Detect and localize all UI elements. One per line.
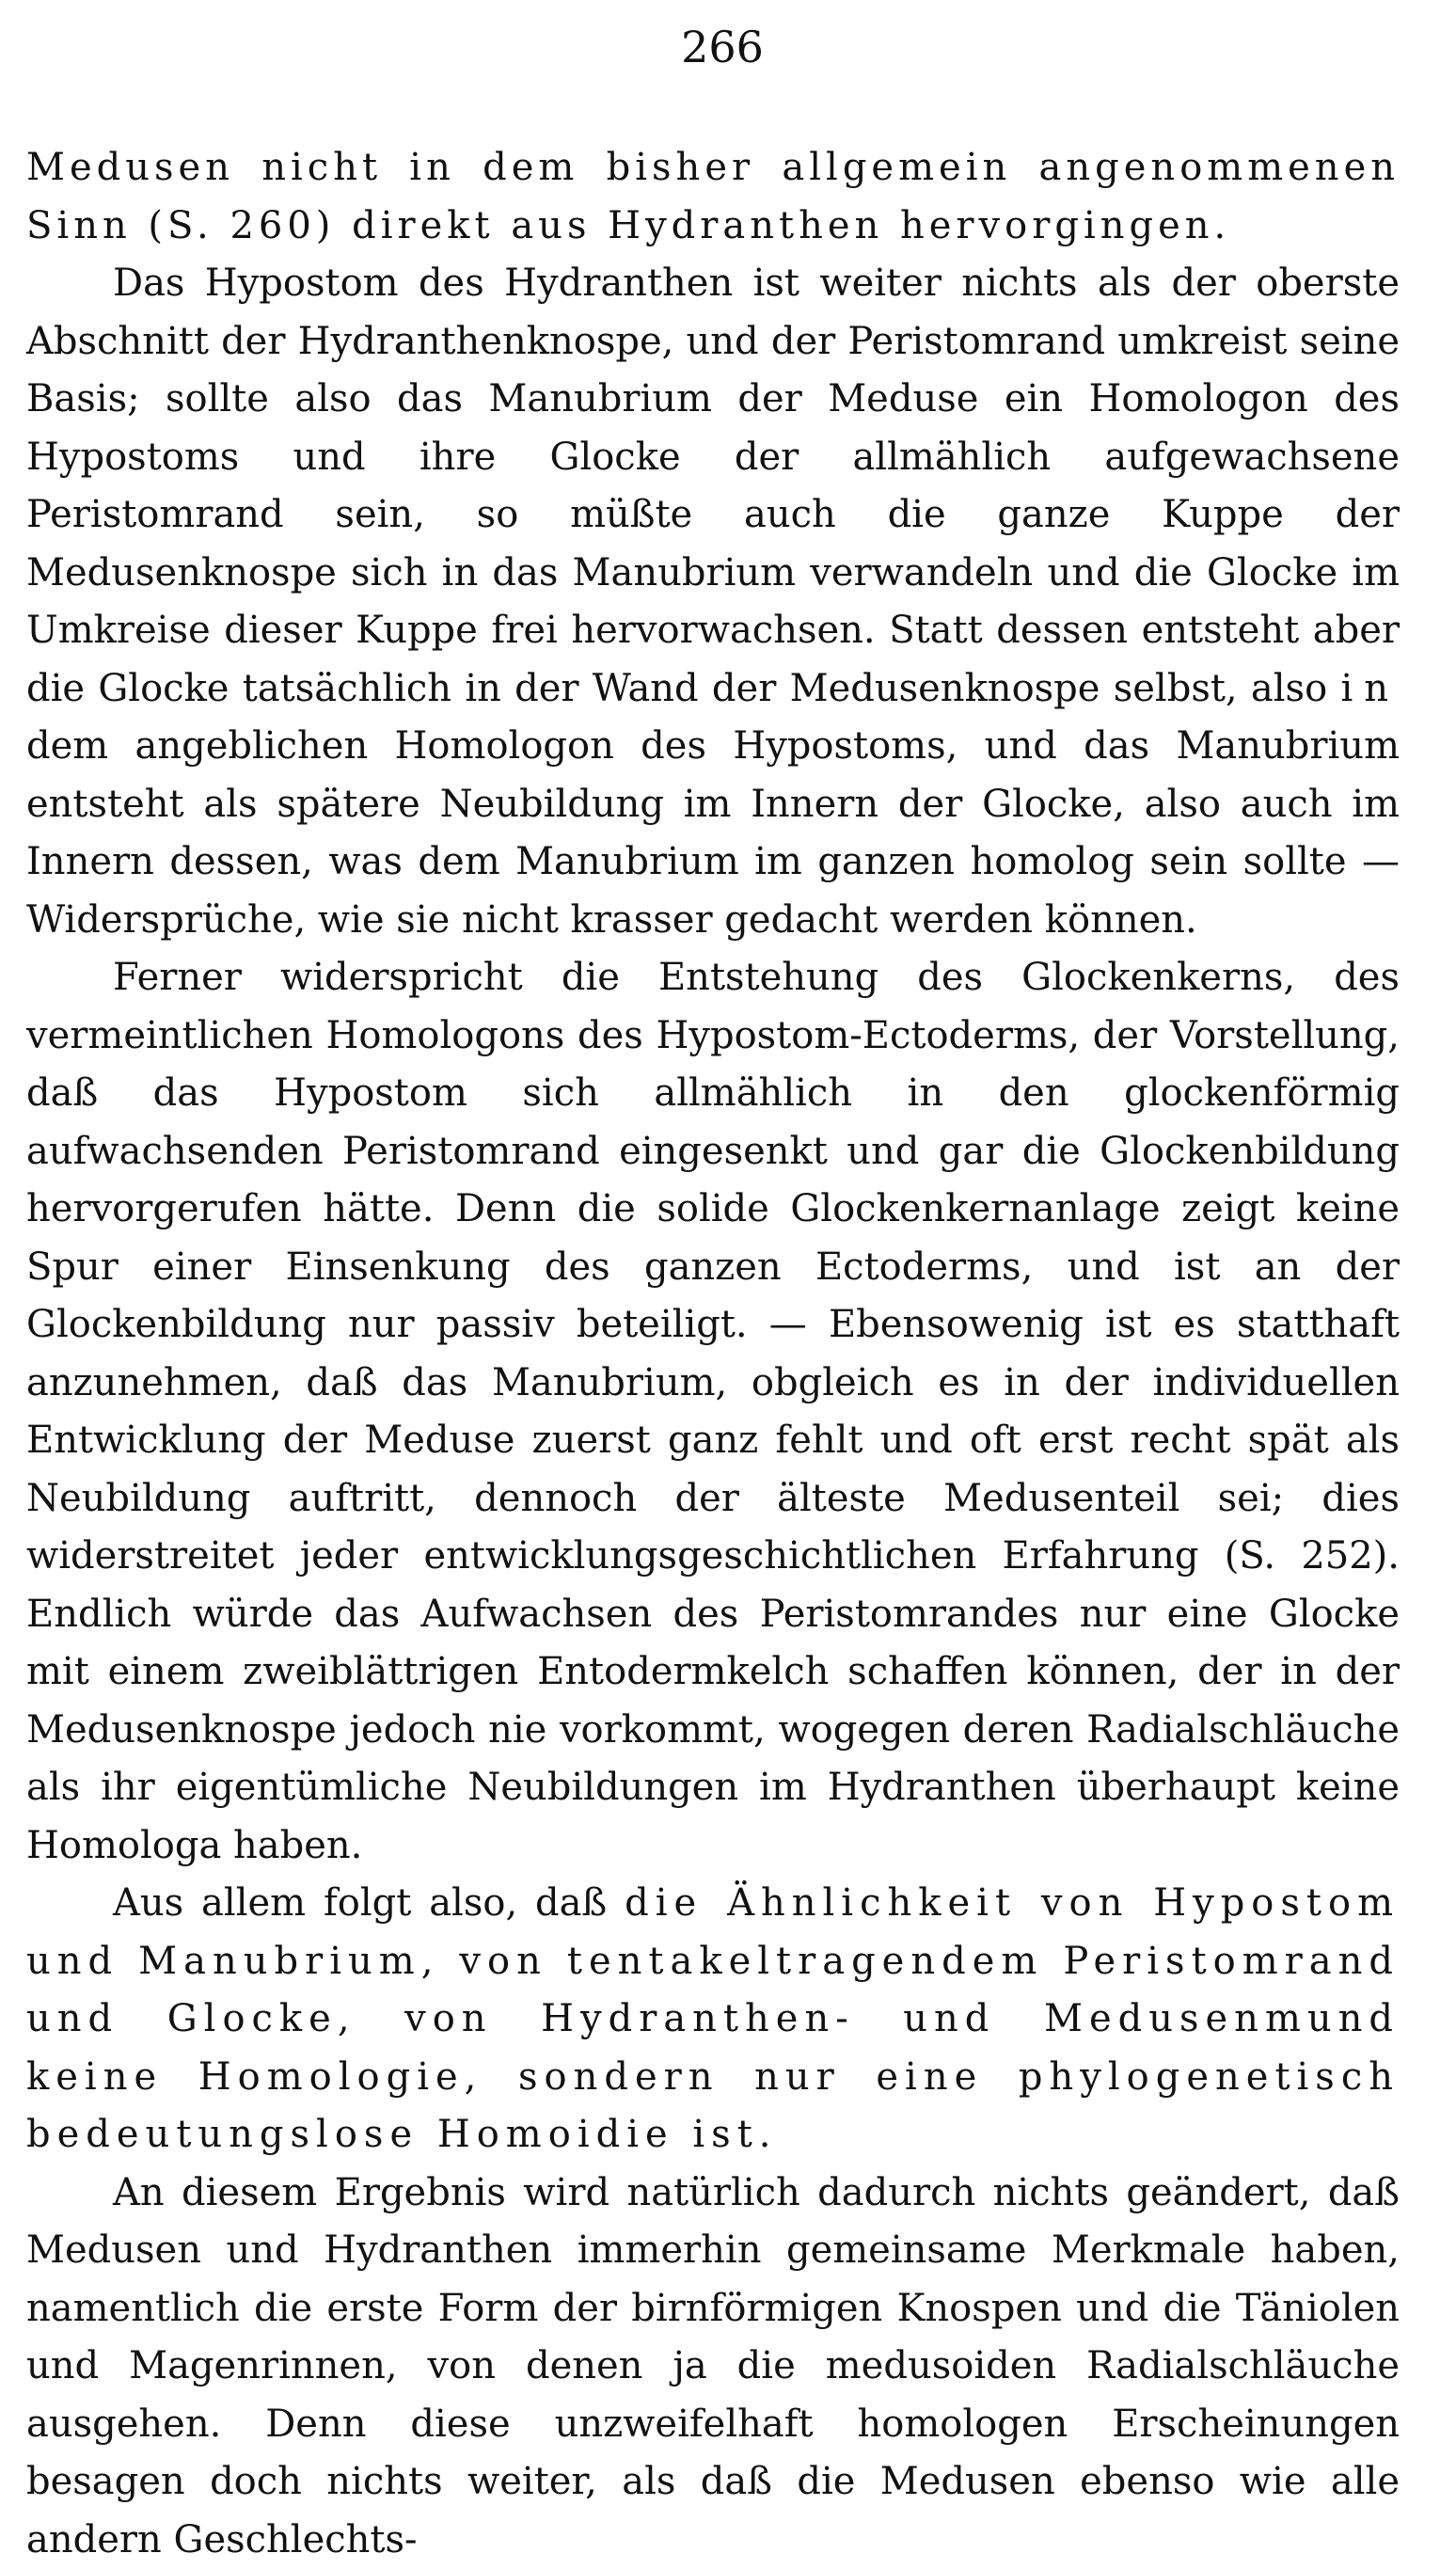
page-number: 266 (26, 21, 1400, 73)
spaced-emphasis: die Ähnlichkeit von Hypostom und Manubrium, von tentakeltragendem Peristomrand und Glocke, von Hydranthen- und Medusenmund keine Homologie, sondern nur eine phylogenetisch bedeutungslose Homoidie ist. (26, 1881, 1400, 2156)
emphasized-word: in (1340, 667, 1400, 710)
paragraph-glockenkern (26, 949, 1400, 1875)
paragraph-continuation (26, 139, 1400, 255)
paragraph-hypostom (26, 255, 1400, 949)
paragraph-text: Ferner widerspricht die Entstehung des Glockenkerns, des vermeintlichen Homologons des Hypostom-Ectoderms, der Vorstellung, daß das Hypostom sich allmählich in den glockenförmig aufwachsenden Peristomrand eingesenkt und gar die Glockenbildung hervorgerufen hätte. Denn die solide Glockenkernanlage zeigt keine Spur einer Einsenkung des ganzen Ectoderms, und ist an der Glockenbildung nur passiv beteiligt. — Ebensowenig ist es statthaft anzunehmen, daß das Manubrium, obgleich es in der individuellen Entwicklung der Meduse zuerst ganz fehlt und oft erst recht spät als Neubildung auftritt, dennoch der älteste Medusenteil sei; dies widerstreitet jeder entwicklungsgeschichtlichen Erfahrung (S. 252). Endlich würde das Aufwachsen des Peristomrandes nur eine Glocke mit einem zweiblättrigen Entodermkelch schaffen können, der in der Medusenknospe jedoch nie vorkommt, wogegen deren Radialschläuche als ihr eigentümliche Neubildungen im Hydranthen überhaupt keine Homologa haben. (26, 956, 1400, 1867)
paragraph-text-before: Aus allem folgt also, daß (113, 1881, 607, 1925)
paragraph-conclusion (26, 1875, 1400, 2165)
paragraph-text: An diesem Ergebnis wird natürlich dadurch nichts geändert, daß Medusen und Hydranthen immerhin gemeinsame Merkmale haben, namentlich die erste Form der birnförmigen Knospen und die Täniolen und Magenrinnen, von denen ja die medusoiden Radialschläuche ausgehen. Denn diese unzweifelhaft homologen Erscheinungen besagen doch nichts weiter, als daß die Medusen ebenso wie alle andern Geschlechts- (26, 2171, 1400, 2561)
paragraph-text: Medusen nicht in dem bisher allgemein angenommenen Sinn (S. 260) direkt aus Hydranthen hervorgingen. (26, 146, 1400, 247)
paragraph-ergebnis (26, 2165, 1400, 2569)
paragraph-text: Das Hypostom des Hydranthen ist weiter nichts als der oberste Abschnitt der Hydranthenknospe, und der Peristomrand umkreist seine Basis; sollte also das Manubrium der Meduse ein Homologon des Hypostoms und ihre Glocke der allmählich aufgewachsene Peristomrand sein, so müßte auch die ganze Kuppe der Medusenknospe sich in das Manubrium verwandeln und die Glocke im Umkreise dieser Kuppe frei hervorwachsen. Statt dessen entsteht aber die Glocke tatsächlich in der Wand der Medusenknospe selbst, also (26, 262, 1400, 710)
paragraph-text-after: dem angeblichen Homologon des Hypostoms, und das Manubrium entsteht als spätere Neubildung im Innern der Glocke, also auch im Innern dessen, was dem Manubrium im ganzen homolog sein sollte — Widersprüche, wie sie nicht krasser gedacht werden können. (26, 724, 1400, 942)
